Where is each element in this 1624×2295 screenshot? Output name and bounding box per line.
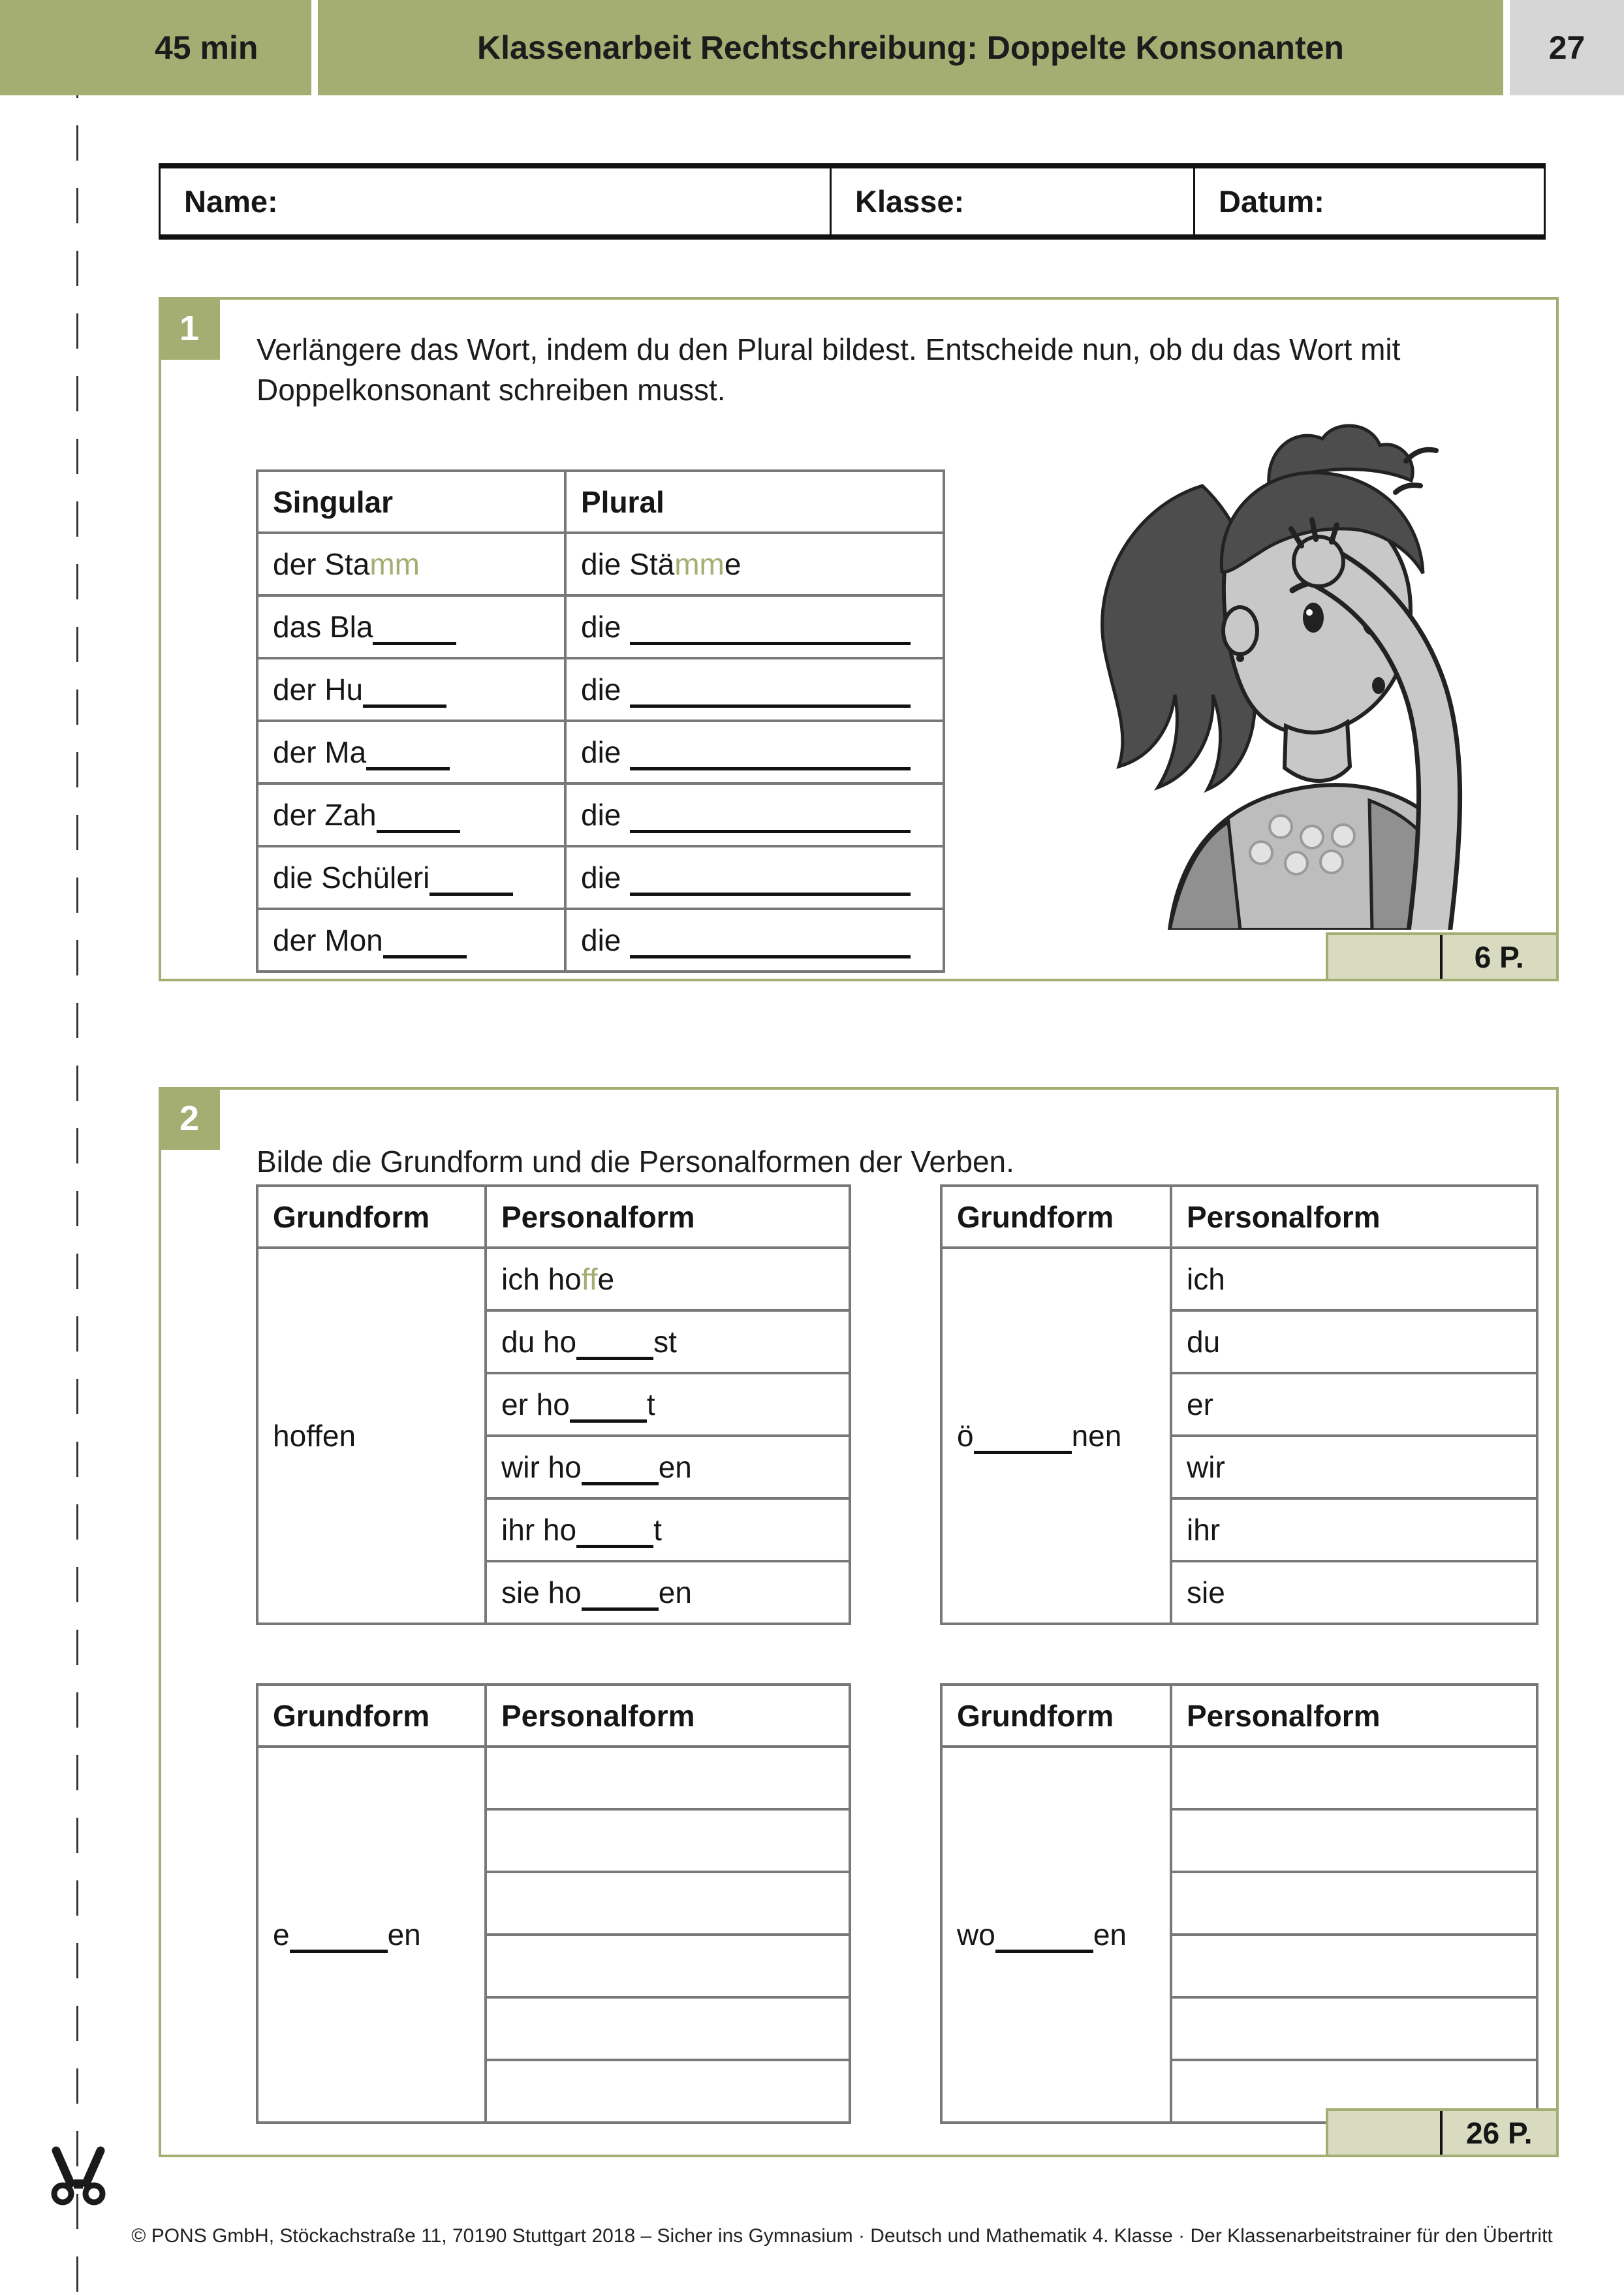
write-blank[interactable] [630,767,911,770]
personalform-cell[interactable] [1171,1373,1537,1436]
write-blank[interactable] [630,955,911,958]
page-number-box [1510,0,1624,95]
write-blank[interactable] [429,893,513,896]
singular-plural-table [256,469,945,973]
word-part: en [658,1575,692,1609]
word-part: ihr ho [501,1512,577,1547]
empty-cell[interactable] [1171,1747,1537,1809]
word-part: e [273,1917,290,1952]
word-part: die [581,735,621,769]
write-blank[interactable] [383,955,467,958]
task2-points-label: 26 P. [1466,2115,1533,2150]
task1-box [159,297,1559,981]
empty-cell[interactable] [486,1935,850,1997]
personalform-cell[interactable] [1171,1436,1537,1498]
task2-number-badge [159,1087,220,1150]
table-row [257,1248,850,1310]
column-header-grundform: Grundform [257,1685,486,1747]
word-part: die [581,609,621,644]
column-header-grundform: Grundform [257,1186,486,1248]
write-blank[interactable] [630,642,911,645]
verb-table-hoffen [256,1184,851,1625]
singular-cell [257,595,565,658]
score-box[interactable] [1328,2111,1443,2155]
word-part: t [646,1387,655,1421]
word-part: wo [957,1917,995,1952]
highlighted-letters: mm [674,547,725,581]
date-label: Datum: [1219,184,1324,219]
singular-cell [257,721,565,783]
empty-cell[interactable] [486,1809,850,1872]
word-part: t [653,1512,662,1547]
highlighted-letters: ff [581,1262,598,1296]
date-field[interactable] [1193,168,1544,234]
word-part: die [581,672,621,706]
write-blank[interactable] [290,1950,388,1953]
word-part: ich ho [501,1262,582,1296]
task2-instruction: Bilde die Grundform und die Personalformen der Verben. [257,1145,1014,1179]
class-label: Klasse: [855,184,965,219]
word-part: ö [957,1418,974,1453]
word-part: nen [1071,1418,1122,1453]
word-part: wir ho [501,1449,582,1484]
empty-cell[interactable] [1171,1997,1537,2060]
task2-points-badge [1326,2108,1559,2157]
verb-table-essen [256,1683,851,2124]
page-number: 27 [1548,29,1585,66]
word-part: der Zah [273,797,377,832]
word-part: en [387,1917,421,1952]
verb-table-oeffnen [940,1184,1538,1625]
write-blank[interactable] [377,830,460,833]
verb-table-wollen [940,1683,1538,2124]
column-header-personalform: Personalform [1171,1186,1537,1248]
word-part: en [658,1449,692,1484]
column-header-personalform: Personalform [486,1685,850,1747]
write-blank[interactable] [373,642,456,645]
write-blank[interactable] [630,704,911,708]
grundform-cell [257,1747,486,2123]
empty-cell[interactable] [1171,1809,1537,1872]
word-part: wir [1187,1450,1225,1484]
write-blank[interactable] [366,767,450,770]
write-blank[interactable] [570,1419,647,1423]
word-part: er ho [501,1387,570,1421]
header-duration [0,0,311,95]
grundform-cell [941,1747,1171,2123]
singular-cell [257,658,565,721]
score-box[interactable] [1328,935,1443,979]
word-part: der Mon [273,923,383,957]
grundform-cell [257,1248,486,1624]
name-field[interactable] [161,168,830,234]
highlighted-letters: mm [369,547,420,581]
singular-cell [257,783,565,846]
write-blank[interactable] [363,704,446,708]
word-part: ich [1187,1262,1225,1296]
grundform-cell [941,1248,1171,1624]
plural-cell [565,595,944,658]
personalform-cell [486,1373,850,1436]
table-row [257,1747,850,1809]
word-part: st [653,1324,677,1359]
name-label: Name: [184,184,278,219]
table-row [257,658,944,721]
student-info-table [159,163,1546,240]
plural-cell [565,721,944,783]
word-part: du ho [501,1324,577,1359]
write-blank[interactable] [974,1451,1072,1454]
word-part: das Bla [273,609,373,644]
singular-example-cell [257,533,565,595]
write-blank[interactable] [582,1607,659,1611]
column-header-personalform: Personalform [1171,1685,1537,1747]
write-blank[interactable] [995,1950,1093,1953]
word-part: e [724,547,742,581]
write-blank[interactable] [582,1482,659,1485]
task1-instruction: Verlängere das Wort, indem du den Plural bildest. Entscheide nun, ob du das Wort mit Doppelkonsonant schreiben musst. [257,332,1401,407]
empty-cell[interactable] [486,1747,850,1809]
column-header-grundform: Grundform [941,1186,1171,1248]
word-part: die [581,923,621,957]
empty-cell[interactable] [1171,1935,1537,1997]
write-blank[interactable] [576,1357,653,1360]
word-part: die Schüleri [273,860,430,894]
cut-dashed-line [76,0,78,2295]
plural-cell [565,783,944,846]
personalform-cell [486,1248,850,1310]
table-row [257,595,944,658]
personalform-cell[interactable] [1171,1498,1537,1561]
personalform-cell[interactable] [1171,1310,1537,1373]
singular-cell [257,846,565,909]
word-part: e [597,1262,615,1296]
plural-example-cell [565,533,944,595]
word-part: der Ma [273,735,367,769]
word-part: ihr [1187,1513,1221,1547]
class-field[interactable] [830,168,1193,234]
table-row [941,1747,1537,1809]
word-part: die [581,860,621,894]
thinking-girl-illustration [1007,401,1516,930]
table-row [257,783,944,846]
empty-cell[interactable] [1171,1872,1537,1935]
write-blank[interactable] [630,893,911,896]
personalform-cell[interactable] [1171,1248,1537,1310]
plural-cell [565,658,944,721]
personalform-cell[interactable] [1171,1561,1537,1624]
task1-number: 1 [179,309,200,348]
task2-number: 2 [179,1099,200,1138]
write-blank[interactable] [576,1545,653,1548]
page-title: Klassenarbeit Rechtschreibung: Doppelte Konsonanten [477,29,1344,66]
column-header-singular: Singular [257,471,565,533]
word-part: der Sta [273,547,370,581]
empty-cell[interactable] [486,1872,850,1935]
word-part: hoffen [273,1419,356,1453]
table-row [257,846,944,909]
task1-points-badge [1326,932,1559,981]
task1-points-label: 6 P. [1474,940,1524,974]
personalform-cell [486,1498,850,1561]
write-blank[interactable] [630,830,911,833]
word-part: du [1187,1325,1221,1359]
word-part: die [581,797,621,832]
header-title-bar [318,0,1503,95]
column-header-grundform: Grundform [941,1685,1171,1747]
word-part: sie ho [501,1575,582,1609]
scissors-icon [46,2143,111,2208]
task1-number-badge [159,297,220,360]
word-part: sie [1187,1575,1225,1609]
personalform-cell [486,1310,850,1373]
table-row-example [257,533,944,595]
singular-cell [257,909,565,972]
column-header-plural: Plural [565,471,944,533]
empty-cell[interactable] [486,1997,850,2060]
personalform-cell [486,1436,850,1498]
personalform-cell [486,1561,850,1624]
column-header-personalform: Personalform [486,1186,850,1248]
table-row [257,721,944,783]
plural-cell [565,846,944,909]
word-part: der Hu [273,672,364,706]
copyright-footer: © PONS GmbH, Stöckachstraße 11, 70190 Stuttgart 2018 – Sicher ins Gymnasium · Deutsch und Mathematik 4. Klasse · Der Klassenarbeitstrainer für den Übertritt [131,2225,1553,2247]
duration-label: 45 min [155,29,258,66]
table-row [941,1248,1537,1310]
word-part: die Stä [581,547,675,581]
empty-cell[interactable] [486,2060,850,2123]
table-row [257,909,944,972]
plural-cell [565,909,944,972]
word-part: er [1187,1387,1213,1421]
word-part: en [1093,1917,1127,1952]
task2-box [159,1087,1559,2157]
